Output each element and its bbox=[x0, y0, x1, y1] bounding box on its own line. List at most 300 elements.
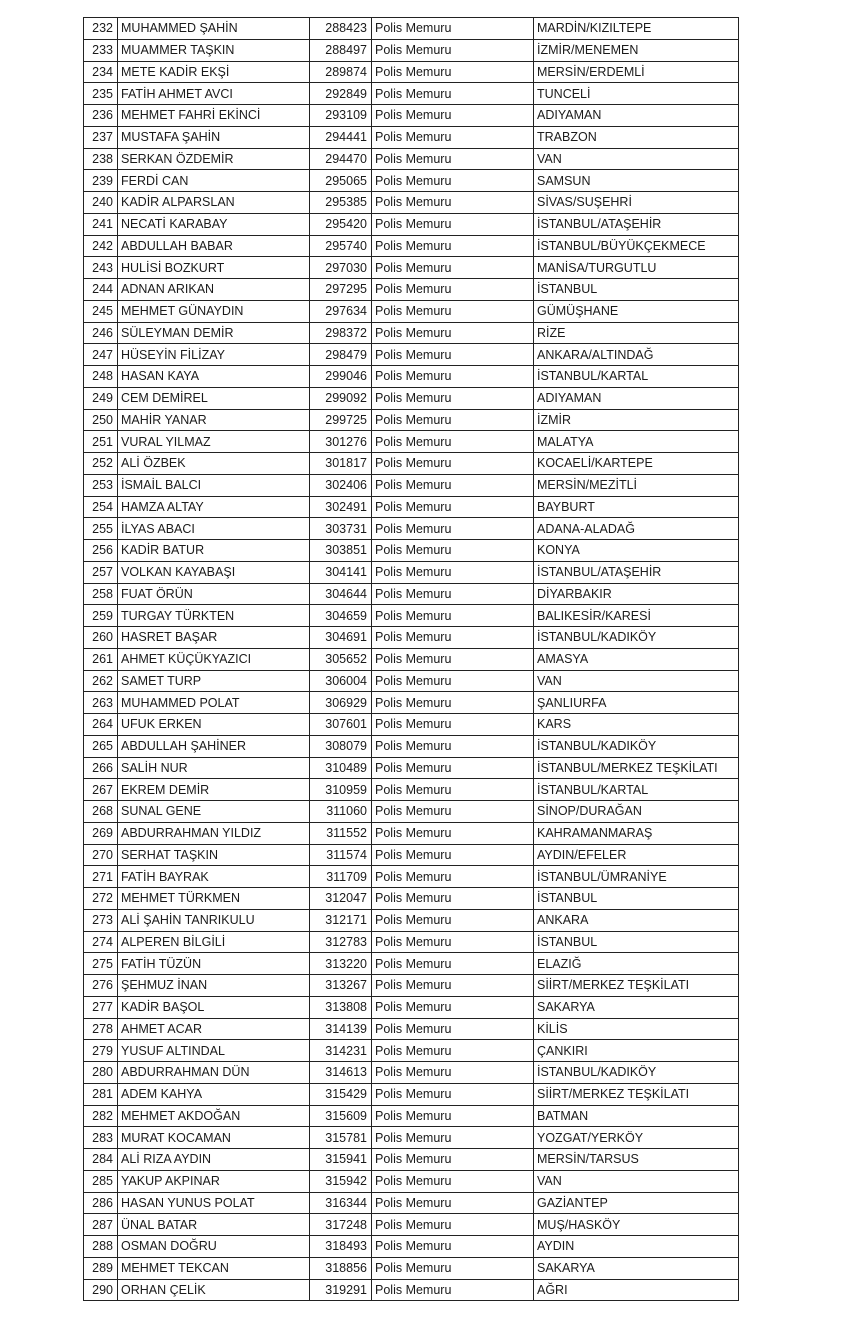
registry-number-cell: 298479 bbox=[310, 344, 372, 366]
name-cell: FATİH TÜZÜN bbox=[118, 953, 310, 975]
table-row bbox=[84, 822, 739, 844]
location-cell: SİİRT/MERKEZ TEŞKİLATI bbox=[534, 1083, 739, 1105]
registry-number-cell: 314139 bbox=[310, 1018, 372, 1040]
row-number-cell: 257 bbox=[84, 561, 118, 583]
title-cell: Polis Memuru bbox=[372, 300, 534, 322]
name-cell: HAMZA ALTAY bbox=[118, 496, 310, 518]
table-row bbox=[84, 931, 739, 953]
name-cell: ALİ ŞAHİN TANRIKULU bbox=[118, 909, 310, 931]
row-number-cell: 252 bbox=[84, 453, 118, 475]
title-cell: Polis Memuru bbox=[372, 257, 534, 279]
registry-number-cell: 299092 bbox=[310, 387, 372, 409]
row-number-cell: 273 bbox=[84, 909, 118, 931]
name-cell: HASAN YUNUS POLAT bbox=[118, 1192, 310, 1214]
title-cell: Polis Memuru bbox=[372, 105, 534, 127]
title-cell: Polis Memuru bbox=[372, 518, 534, 540]
title-cell: Polis Memuru bbox=[372, 1170, 534, 1192]
registry-number-cell: 302406 bbox=[310, 474, 372, 496]
location-cell: MANİSA/TURGUTLU bbox=[534, 257, 739, 279]
title-cell: Polis Memuru bbox=[372, 1257, 534, 1279]
row-number-cell: 255 bbox=[84, 518, 118, 540]
table-row bbox=[84, 888, 739, 910]
table-row bbox=[84, 1105, 739, 1127]
location-cell: AYDIN/EFELER bbox=[534, 844, 739, 866]
table-row bbox=[84, 409, 739, 431]
row-number-cell: 246 bbox=[84, 322, 118, 344]
location-cell: ŞANLIURFA bbox=[534, 692, 739, 714]
location-cell: AYDIN bbox=[534, 1236, 739, 1258]
title-cell: Polis Memuru bbox=[372, 779, 534, 801]
location-cell: VAN bbox=[534, 670, 739, 692]
registry-number-cell: 306004 bbox=[310, 670, 372, 692]
location-cell: SİNOP/DURAĞAN bbox=[534, 801, 739, 823]
table-row bbox=[84, 648, 739, 670]
registry-number-cell: 288497 bbox=[310, 39, 372, 61]
title-cell: Polis Memuru bbox=[372, 975, 534, 997]
row-number-cell: 277 bbox=[84, 996, 118, 1018]
row-number-cell: 272 bbox=[84, 888, 118, 910]
table-row bbox=[84, 561, 739, 583]
row-number-cell: 237 bbox=[84, 126, 118, 148]
name-cell: MUHAMMED ŞAHİN bbox=[118, 18, 310, 40]
registry-number-cell: 301817 bbox=[310, 453, 372, 475]
registry-number-cell: 315941 bbox=[310, 1149, 372, 1171]
title-cell: Polis Memuru bbox=[372, 605, 534, 627]
table-row bbox=[84, 714, 739, 736]
location-cell: İSTANBUL/KARTAL bbox=[534, 366, 739, 388]
name-cell: İSMAİL BALCI bbox=[118, 474, 310, 496]
location-cell: İSTANBUL/ATAŞEHİR bbox=[534, 213, 739, 235]
registry-number-cell: 304691 bbox=[310, 627, 372, 649]
name-cell: EKREM DEMİR bbox=[118, 779, 310, 801]
name-cell: MAHİR YANAR bbox=[118, 409, 310, 431]
table-row bbox=[84, 126, 739, 148]
title-cell: Polis Memuru bbox=[372, 996, 534, 1018]
location-cell: MERSİN/ERDEMLİ bbox=[534, 61, 739, 83]
row-number-cell: 242 bbox=[84, 235, 118, 257]
location-cell: İSTANBUL/ÜMRANİYE bbox=[534, 866, 739, 888]
title-cell: Polis Memuru bbox=[372, 431, 534, 453]
location-cell: İSTANBUL/KADIKÖY bbox=[534, 735, 739, 757]
row-number-cell: 286 bbox=[84, 1192, 118, 1214]
table-row bbox=[84, 105, 739, 127]
row-number-cell: 235 bbox=[84, 83, 118, 105]
table-row bbox=[84, 344, 739, 366]
registry-number-cell: 299046 bbox=[310, 366, 372, 388]
name-cell: SERHAT TAŞKIN bbox=[118, 844, 310, 866]
name-cell: ÜNAL BATAR bbox=[118, 1214, 310, 1236]
registry-number-cell: 311574 bbox=[310, 844, 372, 866]
table-row bbox=[84, 844, 739, 866]
title-cell: Polis Memuru bbox=[372, 474, 534, 496]
table-row bbox=[84, 1279, 739, 1301]
location-cell: SİVAS/SUŞEHRİ bbox=[534, 192, 739, 214]
name-cell: HÜSEYİN FİLİZAY bbox=[118, 344, 310, 366]
title-cell: Polis Memuru bbox=[372, 1018, 534, 1040]
registry-number-cell: 315781 bbox=[310, 1127, 372, 1149]
location-cell: İSTANBUL/MERKEZ TEŞKİLATI bbox=[534, 757, 739, 779]
row-number-cell: 279 bbox=[84, 1040, 118, 1062]
row-number-cell: 267 bbox=[84, 779, 118, 801]
table-row bbox=[84, 670, 739, 692]
title-cell: Polis Memuru bbox=[372, 1040, 534, 1062]
location-cell: ADIYAMAN bbox=[534, 387, 739, 409]
name-cell: KADİR BATUR bbox=[118, 540, 310, 562]
registry-number-cell: 289874 bbox=[310, 61, 372, 83]
name-cell: SALİH NUR bbox=[118, 757, 310, 779]
registry-number-cell: 295065 bbox=[310, 170, 372, 192]
row-number-cell: 239 bbox=[84, 170, 118, 192]
row-number-cell: 233 bbox=[84, 39, 118, 61]
title-cell: Polis Memuru bbox=[372, 235, 534, 257]
location-cell: MUŞ/HASKÖY bbox=[534, 1214, 739, 1236]
registry-number-cell: 299725 bbox=[310, 409, 372, 431]
registry-number-cell: 303731 bbox=[310, 518, 372, 540]
table-row bbox=[84, 453, 739, 475]
row-number-cell: 280 bbox=[84, 1062, 118, 1084]
registry-number-cell: 307601 bbox=[310, 714, 372, 736]
name-cell: ABDURRAHMAN DÜN bbox=[118, 1062, 310, 1084]
location-cell: İSTANBUL bbox=[534, 931, 739, 953]
registry-number-cell: 304644 bbox=[310, 583, 372, 605]
location-cell: ADANA-ALADAĞ bbox=[534, 518, 739, 540]
row-number-cell: 270 bbox=[84, 844, 118, 866]
table-row bbox=[84, 431, 739, 453]
personnel-table bbox=[83, 17, 739, 1301]
registry-number-cell: 294441 bbox=[310, 126, 372, 148]
title-cell: Polis Memuru bbox=[372, 83, 534, 105]
registry-number-cell: 314231 bbox=[310, 1040, 372, 1062]
row-number-cell: 258 bbox=[84, 583, 118, 605]
row-number-cell: 281 bbox=[84, 1083, 118, 1105]
table-row bbox=[84, 235, 739, 257]
title-cell: Polis Memuru bbox=[372, 1149, 534, 1171]
table-row bbox=[84, 192, 739, 214]
row-number-cell: 275 bbox=[84, 953, 118, 975]
name-cell: SAMET TURP bbox=[118, 670, 310, 692]
registry-number-cell: 310959 bbox=[310, 779, 372, 801]
row-number-cell: 282 bbox=[84, 1105, 118, 1127]
row-number-cell: 263 bbox=[84, 692, 118, 714]
name-cell: YAKUP AKPINAR bbox=[118, 1170, 310, 1192]
name-cell: SERKAN ÖZDEMİR bbox=[118, 148, 310, 170]
registry-number-cell: 313267 bbox=[310, 975, 372, 997]
row-number-cell: 269 bbox=[84, 822, 118, 844]
row-number-cell: 264 bbox=[84, 714, 118, 736]
table-row bbox=[84, 1257, 739, 1279]
location-cell: İSTANBUL/BÜYÜKÇEKMECE bbox=[534, 235, 739, 257]
name-cell: CEM DEMİREL bbox=[118, 387, 310, 409]
registry-number-cell: 295740 bbox=[310, 235, 372, 257]
registry-number-cell: 318493 bbox=[310, 1236, 372, 1258]
title-cell: Polis Memuru bbox=[372, 540, 534, 562]
location-cell: RİZE bbox=[534, 322, 739, 344]
table-row bbox=[84, 1062, 739, 1084]
row-number-cell: 259 bbox=[84, 605, 118, 627]
title-cell: Polis Memuru bbox=[372, 692, 534, 714]
row-number-cell: 245 bbox=[84, 300, 118, 322]
row-number-cell: 289 bbox=[84, 1257, 118, 1279]
title-cell: Polis Memuru bbox=[372, 909, 534, 931]
registry-number-cell: 305652 bbox=[310, 648, 372, 670]
title-cell: Polis Memuru bbox=[372, 1062, 534, 1084]
row-number-cell: 248 bbox=[84, 366, 118, 388]
title-cell: Polis Memuru bbox=[372, 1214, 534, 1236]
title-cell: Polis Memuru bbox=[372, 192, 534, 214]
name-cell: ABDURRAHMAN YILDIZ bbox=[118, 822, 310, 844]
title-cell: Polis Memuru bbox=[372, 213, 534, 235]
registry-number-cell: 311060 bbox=[310, 801, 372, 823]
name-cell: MEHMET FAHRİ EKİNCİ bbox=[118, 105, 310, 127]
registry-number-cell: 303851 bbox=[310, 540, 372, 562]
title-cell: Polis Memuru bbox=[372, 322, 534, 344]
registry-number-cell: 311709 bbox=[310, 866, 372, 888]
registry-number-cell: 314613 bbox=[310, 1062, 372, 1084]
table-row bbox=[84, 366, 739, 388]
row-number-cell: 240 bbox=[84, 192, 118, 214]
name-cell: SUNAL GENE bbox=[118, 801, 310, 823]
table-row bbox=[84, 518, 739, 540]
name-cell: MURAT KOCAMAN bbox=[118, 1127, 310, 1149]
title-cell: Polis Memuru bbox=[372, 496, 534, 518]
name-cell: ADEM KAHYA bbox=[118, 1083, 310, 1105]
table-row bbox=[84, 61, 739, 83]
title-cell: Polis Memuru bbox=[372, 931, 534, 953]
location-cell: BALIKESİR/KARESİ bbox=[534, 605, 739, 627]
title-cell: Polis Memuru bbox=[372, 18, 534, 40]
row-number-cell: 251 bbox=[84, 431, 118, 453]
row-number-cell: 274 bbox=[84, 931, 118, 953]
name-cell: VOLKAN KAYABAŞI bbox=[118, 561, 310, 583]
registry-number-cell: 315942 bbox=[310, 1170, 372, 1192]
table-row bbox=[84, 1127, 739, 1149]
location-cell: İSTANBUL/KARTAL bbox=[534, 779, 739, 801]
row-number-cell: 287 bbox=[84, 1214, 118, 1236]
title-cell: Polis Memuru bbox=[372, 888, 534, 910]
name-cell: HASRET BAŞAR bbox=[118, 627, 310, 649]
location-cell: VAN bbox=[534, 1170, 739, 1192]
table-row bbox=[84, 953, 739, 975]
title-cell: Polis Memuru bbox=[372, 757, 534, 779]
location-cell: İSTANBUL/KADIKÖY bbox=[534, 627, 739, 649]
title-cell: Polis Memuru bbox=[372, 953, 534, 975]
table-row bbox=[84, 1214, 739, 1236]
name-cell: İLYAS ABACI bbox=[118, 518, 310, 540]
table-row bbox=[84, 1192, 739, 1214]
registry-number-cell: 298372 bbox=[310, 322, 372, 344]
title-cell: Polis Memuru bbox=[372, 1279, 534, 1301]
location-cell: SAKARYA bbox=[534, 996, 739, 1018]
location-cell: KAHRAMANMARAŞ bbox=[534, 822, 739, 844]
title-cell: Polis Memuru bbox=[372, 387, 534, 409]
personnel-table-body bbox=[84, 18, 739, 1301]
location-cell: TUNCELİ bbox=[534, 83, 739, 105]
table-row bbox=[84, 496, 739, 518]
name-cell: ŞEHMUZ İNAN bbox=[118, 975, 310, 997]
row-number-cell: 250 bbox=[84, 409, 118, 431]
location-cell: İZMİR/MENEMEN bbox=[534, 39, 739, 61]
title-cell: Polis Memuru bbox=[372, 344, 534, 366]
table-row bbox=[84, 909, 739, 931]
table-row bbox=[84, 39, 739, 61]
table-row bbox=[84, 801, 739, 823]
registry-number-cell: 304659 bbox=[310, 605, 372, 627]
name-cell: YUSUF ALTINDAL bbox=[118, 1040, 310, 1062]
name-cell: TURGAY TÜRKTEN bbox=[118, 605, 310, 627]
title-cell: Polis Memuru bbox=[372, 148, 534, 170]
name-cell: ABDULLAH BABAR bbox=[118, 235, 310, 257]
row-number-cell: 238 bbox=[84, 148, 118, 170]
title-cell: Polis Memuru bbox=[372, 170, 534, 192]
row-number-cell: 284 bbox=[84, 1149, 118, 1171]
location-cell: ELAZIĞ bbox=[534, 953, 739, 975]
registry-number-cell: 302491 bbox=[310, 496, 372, 518]
location-cell: TRABZON bbox=[534, 126, 739, 148]
title-cell: Polis Memuru bbox=[372, 561, 534, 583]
location-cell: BAYBURT bbox=[534, 496, 739, 518]
registry-number-cell: 292849 bbox=[310, 83, 372, 105]
table-row bbox=[84, 779, 739, 801]
table-row bbox=[84, 1040, 739, 1062]
row-number-cell: 285 bbox=[84, 1170, 118, 1192]
registry-number-cell: 311552 bbox=[310, 822, 372, 844]
table-row bbox=[84, 866, 739, 888]
title-cell: Polis Memuru bbox=[372, 1083, 534, 1105]
row-number-cell: 236 bbox=[84, 105, 118, 127]
name-cell: AHMET ACAR bbox=[118, 1018, 310, 1040]
row-number-cell: 266 bbox=[84, 757, 118, 779]
location-cell: MALATYA bbox=[534, 431, 739, 453]
table-row bbox=[84, 387, 739, 409]
registry-number-cell: 297295 bbox=[310, 279, 372, 301]
table-row bbox=[84, 83, 739, 105]
row-number-cell: 261 bbox=[84, 648, 118, 670]
registry-number-cell: 297634 bbox=[310, 300, 372, 322]
title-cell: Polis Memuru bbox=[372, 39, 534, 61]
location-cell: ANKARA bbox=[534, 909, 739, 931]
title-cell: Polis Memuru bbox=[372, 866, 534, 888]
registry-number-cell: 295385 bbox=[310, 192, 372, 214]
name-cell: HULİSİ BOZKURT bbox=[118, 257, 310, 279]
registry-number-cell: 315429 bbox=[310, 1083, 372, 1105]
registry-number-cell: 306929 bbox=[310, 692, 372, 714]
location-cell: KİLİS bbox=[534, 1018, 739, 1040]
registry-number-cell: 312783 bbox=[310, 931, 372, 953]
location-cell: GAZİANTEP bbox=[534, 1192, 739, 1214]
location-cell: KOCAELİ/KARTEPE bbox=[534, 453, 739, 475]
name-cell: MEHMET TEKCAN bbox=[118, 1257, 310, 1279]
location-cell: MERSİN/MEZİTLİ bbox=[534, 474, 739, 496]
name-cell: MUSTAFA ŞAHİN bbox=[118, 126, 310, 148]
title-cell: Polis Memuru bbox=[372, 279, 534, 301]
table-row bbox=[84, 1018, 739, 1040]
table-row bbox=[84, 148, 739, 170]
location-cell: İSTANBUL bbox=[534, 888, 739, 910]
location-cell: İSTANBUL/ATAŞEHİR bbox=[534, 561, 739, 583]
name-cell: ALİ RIZA AYDIN bbox=[118, 1149, 310, 1171]
table-row bbox=[84, 605, 739, 627]
location-cell: AĞRI bbox=[534, 1279, 739, 1301]
registry-number-cell: 318856 bbox=[310, 1257, 372, 1279]
registry-number-cell: 288423 bbox=[310, 18, 372, 40]
name-cell: ABDULLAH ŞAHİNER bbox=[118, 735, 310, 757]
title-cell: Polis Memuru bbox=[372, 714, 534, 736]
row-number-cell: 241 bbox=[84, 213, 118, 235]
registry-number-cell: 313220 bbox=[310, 953, 372, 975]
title-cell: Polis Memuru bbox=[372, 1236, 534, 1258]
table-row bbox=[84, 170, 739, 192]
row-number-cell: 256 bbox=[84, 540, 118, 562]
table-row bbox=[84, 1170, 739, 1192]
location-cell: MERSİN/TARSUS bbox=[534, 1149, 739, 1171]
name-cell: ALİ ÖZBEK bbox=[118, 453, 310, 475]
table-row bbox=[84, 583, 739, 605]
title-cell: Polis Memuru bbox=[372, 648, 534, 670]
title-cell: Polis Memuru bbox=[372, 453, 534, 475]
registry-number-cell: 312171 bbox=[310, 909, 372, 931]
row-number-cell: 260 bbox=[84, 627, 118, 649]
name-cell: MEHMET GÜNAYDIN bbox=[118, 300, 310, 322]
table-row bbox=[84, 540, 739, 562]
table-row bbox=[84, 213, 739, 235]
row-number-cell: 253 bbox=[84, 474, 118, 496]
location-cell: SAKARYA bbox=[534, 1257, 739, 1279]
title-cell: Polis Memuru bbox=[372, 801, 534, 823]
name-cell: UFUK ERKEN bbox=[118, 714, 310, 736]
personnel-list-page bbox=[83, 17, 738, 1301]
row-number-cell: 243 bbox=[84, 257, 118, 279]
location-cell: DİYARBAKIR bbox=[534, 583, 739, 605]
registry-number-cell: 304141 bbox=[310, 561, 372, 583]
name-cell: FUAT ÖRÜN bbox=[118, 583, 310, 605]
row-number-cell: 234 bbox=[84, 61, 118, 83]
name-cell: HASAN KAYA bbox=[118, 366, 310, 388]
title-cell: Polis Memuru bbox=[372, 126, 534, 148]
location-cell: VAN bbox=[534, 148, 739, 170]
name-cell: OSMAN DOĞRU bbox=[118, 1236, 310, 1258]
registry-number-cell: 315609 bbox=[310, 1105, 372, 1127]
row-number-cell: 244 bbox=[84, 279, 118, 301]
name-cell: KADİR ALPARSLAN bbox=[118, 192, 310, 214]
name-cell: SÜLEYMAN DEMİR bbox=[118, 322, 310, 344]
table-row bbox=[84, 692, 739, 714]
table-row bbox=[84, 300, 739, 322]
title-cell: Polis Memuru bbox=[372, 409, 534, 431]
title-cell: Polis Memuru bbox=[372, 583, 534, 605]
row-number-cell: 283 bbox=[84, 1127, 118, 1149]
table-row bbox=[84, 474, 739, 496]
row-number-cell: 271 bbox=[84, 866, 118, 888]
title-cell: Polis Memuru bbox=[372, 1105, 534, 1127]
table-row bbox=[84, 1083, 739, 1105]
location-cell: YOZGAT/YERKÖY bbox=[534, 1127, 739, 1149]
name-cell: FERDİ CAN bbox=[118, 170, 310, 192]
title-cell: Polis Memuru bbox=[372, 366, 534, 388]
location-cell: KONYA bbox=[534, 540, 739, 562]
location-cell: İSTANBUL bbox=[534, 279, 739, 301]
table-row bbox=[84, 996, 739, 1018]
table-row bbox=[84, 735, 739, 757]
registry-number-cell: 310489 bbox=[310, 757, 372, 779]
title-cell: Polis Memuru bbox=[372, 822, 534, 844]
name-cell: MUAMMER TAŞKIN bbox=[118, 39, 310, 61]
location-cell: İZMİR bbox=[534, 409, 739, 431]
registry-number-cell: 319291 bbox=[310, 1279, 372, 1301]
row-number-cell: 278 bbox=[84, 1018, 118, 1040]
table-row bbox=[84, 627, 739, 649]
row-number-cell: 276 bbox=[84, 975, 118, 997]
location-cell: ANKARA/ALTINDAĞ bbox=[534, 344, 739, 366]
